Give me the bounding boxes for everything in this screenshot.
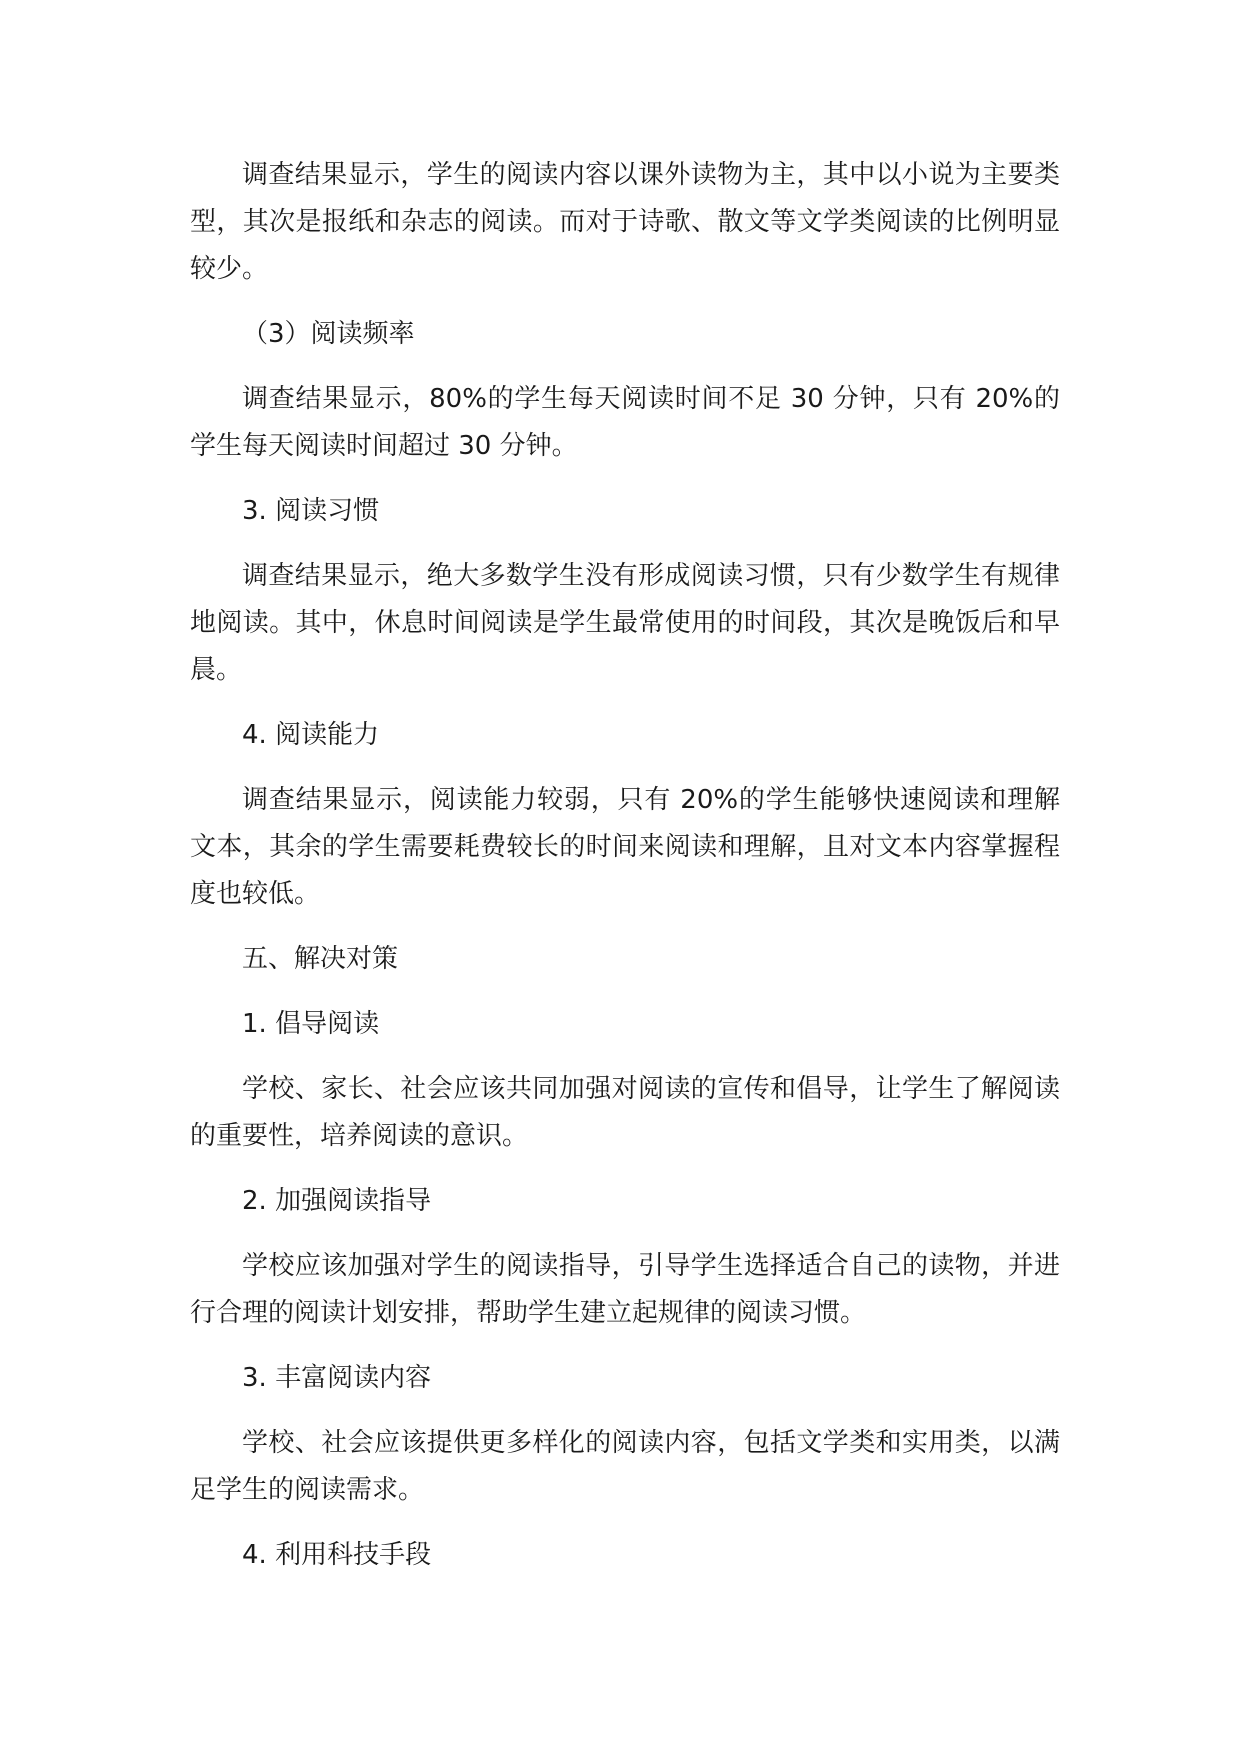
- document-body: [190, 152, 1060, 1579]
- paragraph-reading-guidance: 学校应该加强对学生的阅读指导，引导学生选择适合自己的读物，并进行合理的阅读计划安排，帮助学生建立起规律的阅读习惯。: [190, 1251, 1060, 1328]
- heading-enrich-content: 3. 丰富阅读内容: [242, 1363, 432, 1393]
- heading-reading-frequency: （3）阅读频率: [242, 319, 415, 349]
- heading-reading-guidance: 2. 加强阅读指导: [242, 1186, 432, 1216]
- paragraph-reading-habits: 调查结果显示，绝大多数学生没有形成阅读习惯，只有少数学生有规律地阅读。其中，休息时间阅读是学生最常使用的时间段，其次是晚饭后和早晨。: [190, 561, 1060, 685]
- heading-solutions: 五、解决对策: [242, 944, 399, 974]
- paragraph-promote-reading: 学校、家长、社会应该共同加强对阅读的宣传和倡导，让学生了解阅读的重要性，培养阅读的意识。: [190, 1074, 1060, 1151]
- heading-reading-ability: 4. 阅读能力: [242, 720, 380, 750]
- paragraph-enrich-content: 学校、社会应该提供更多样化的阅读内容，包括文学类和实用类，以满足学生的阅读需求。: [190, 1428, 1060, 1505]
- paragraph-reading-frequency: 调查结果显示，80%的学生每天阅读时间不足 30 分钟，只有 20%的学生每天阅读时间超过 30 分钟。: [190, 384, 1060, 461]
- heading-reading-habits: 3. 阅读习惯: [242, 496, 380, 526]
- heading-use-technology: 4. 利用科技手段: [242, 1540, 432, 1570]
- heading-promote-reading: 1. 倡导阅读: [242, 1009, 380, 1039]
- paragraph-reading-ability: 调查结果显示，阅读能力较弱，只有 20%的学生能够快速阅读和理解文本，其余的学生需要耗费较长的时间来阅读和理解，且对文本内容掌握程度也较低。: [190, 785, 1060, 909]
- paragraph-reading-content: 调查结果显示，学生的阅读内容以课外读物为主，其中以小说为主要类型，其次是报纸和杂志的阅读。而对于诗歌、散文等文学类阅读的比例明显较少。: [190, 160, 1060, 284]
